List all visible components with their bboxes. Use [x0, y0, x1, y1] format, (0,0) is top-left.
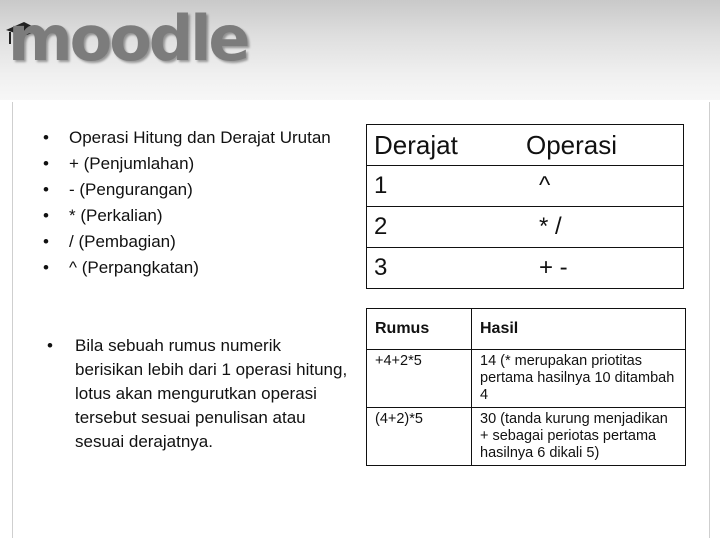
explanation-list [43, 334, 353, 460]
formula-table [366, 308, 686, 466]
operations-list [39, 128, 339, 284]
list-item: • / (Pembagian) [43, 232, 176, 251]
bullet: • [43, 258, 49, 277]
column-header-operasi: Operasi [519, 125, 684, 166]
table-row [367, 408, 686, 466]
derajat-cell: 2 [367, 207, 519, 248]
bullet: • [43, 180, 49, 199]
bullet: • [47, 336, 53, 355]
table-row [367, 166, 684, 207]
bullet: • [43, 206, 49, 225]
list-item: • Bila sebuah rumus numerik berisikan lebih dari 1 operasi hitung, lotus akan mengurutkan operasi tersebut sesuai penulisan atau sesuai derajatnya. [47, 336, 348, 451]
bullet: • [43, 232, 49, 251]
column-header-derajat: Derajat [367, 125, 519, 166]
table-header-row [367, 309, 686, 350]
list-item: • ^ (Perpangkatan) [43, 258, 199, 277]
column-header-rumus: Rumus [367, 309, 472, 350]
derajat-cell: 1 [367, 166, 519, 207]
derajat-cell: 3 [367, 248, 519, 289]
hasil-cell: 14 (* merupakan priotitas pertama hasilnya 10 ditambah 4 [472, 350, 686, 408]
bullet: • [43, 128, 49, 147]
operasi-cell: + - [519, 248, 684, 289]
rumus-cell: +4+2*5 [367, 350, 472, 408]
list-item: • + (Penjumlahan) [43, 154, 195, 173]
list-item: • Operasi Hitung dan Derajat Urutan [43, 128, 331, 147]
column-header-hasil: Hasil [472, 309, 686, 350]
header-banner [0, 0, 720, 100]
bullet: • [43, 154, 49, 173]
hasil-cell: 30 (tanda kurung menjadikan + sebagai periotas pertama hasilnya 6 dikali 5) [472, 408, 686, 466]
list-item: • - (Pengurangan) [43, 180, 193, 199]
rumus-cell: (4+2)*5 [367, 408, 472, 466]
moodle-logo[interactable]: moodle [8, 2, 248, 75]
degree-table [366, 124, 684, 289]
list-item: • * (Perkalian) [43, 206, 163, 225]
operasi-cell: ^ [519, 166, 684, 207]
table-row [367, 207, 684, 248]
table-row [367, 248, 684, 289]
table-row [367, 350, 686, 408]
operasi-cell: * / [519, 207, 684, 248]
table-header-row [367, 125, 684, 166]
slide-content [12, 102, 710, 538]
